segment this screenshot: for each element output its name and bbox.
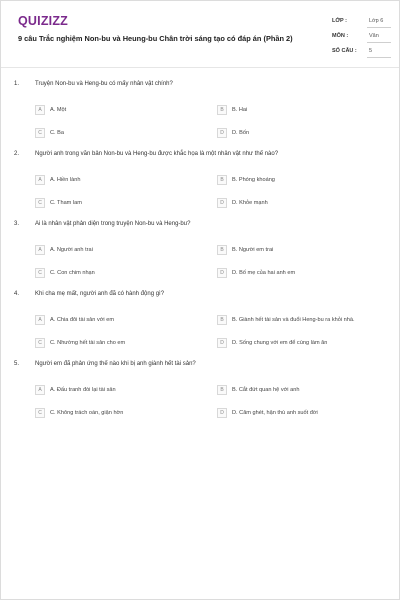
option-text: A. Hiền lành — [50, 177, 81, 183]
option-letter-box: B — [217, 385, 227, 395]
option-letter-box: D — [217, 128, 227, 138]
option-letter-box: C — [35, 268, 45, 278]
option-letter-box: C — [35, 338, 45, 348]
meta-row-subject — [332, 30, 390, 45]
meta-key-class: LỚP : — [332, 18, 347, 24]
option-letter-box: A — [35, 105, 45, 115]
meta-row-class — [332, 15, 390, 30]
option-letter-box: B — [217, 245, 227, 255]
option-text: B. Cắt đứt quan hệ với anh — [232, 387, 300, 393]
question-2 — [1, 151, 399, 217]
option-letter-box: D — [217, 198, 227, 208]
option-text: C. Nhường hết tài sản cho em — [50, 340, 126, 346]
option-letter-box: C — [35, 198, 45, 208]
header-divider — [1, 67, 399, 68]
question-number: 5. — [14, 361, 20, 367]
meta-key-count: SỐ CÂU : — [332, 48, 357, 54]
question-3 — [1, 221, 399, 287]
question-text: Truyện Non-bu và Heng-bu có mấy nhân vật chính? — [35, 81, 173, 87]
question-number: 4. — [14, 291, 20, 297]
meta-row-count — [332, 45, 390, 60]
question-text: Ai là nhân vật phản diện trong truyện Non-bu và Heng-bu? — [35, 221, 191, 227]
meta-value-count: 5 — [367, 46, 391, 58]
option-letter-box: A — [35, 175, 45, 185]
question-number: 1. — [14, 81, 20, 87]
option-text: A. Người anh trai — [50, 247, 93, 253]
option-letter-box: B — [217, 175, 227, 185]
question-number: 3. — [14, 221, 20, 227]
option-text: D. Khỏe mạnh — [232, 200, 268, 206]
option-letter-box: B — [217, 315, 227, 325]
option-letter-box: A — [35, 385, 45, 395]
option-text: C. Con chim nhạn — [50, 270, 95, 276]
option-text: A. Một — [50, 107, 67, 113]
question-text: Người anh trong văn bản Non-bu và Heng-bu được khắc họa là một nhân vật như thế nào? — [35, 151, 279, 157]
option-letter-box: A — [35, 245, 45, 255]
worksheet-title: 9 câu Trắc nghiệm Non-bu và Heung-bu Chân trời sáng tạo có đáp án (Phần 2) — [18, 34, 293, 43]
option-text: D. Sống chung với em để cùng làm ăn — [232, 340, 328, 346]
option-letter-box: D — [217, 338, 227, 348]
question-4 — [1, 291, 399, 357]
option-text: D. Bốn — [232, 130, 250, 136]
option-letter-box: D — [217, 268, 227, 278]
meta-value-subject: Văn — [367, 31, 391, 43]
option-text: A. Chia đôi tài sản với em — [50, 317, 114, 323]
worksheet-meta — [332, 15, 390, 60]
question-text: Người em đã phản ứng thế nào khi bị anh giành hết tài sản? — [35, 361, 196, 367]
question-text: Khi cha mẹ mất, người anh đã có hành động gì? — [35, 291, 165, 297]
option-text: C. Không trách oán, giận hờn — [50, 410, 124, 416]
meta-value-class: Lớp 6 — [367, 16, 391, 28]
question-5 — [1, 361, 399, 427]
option-text: D. Căm ghét, hận thù anh suốt đời — [232, 410, 318, 416]
question-1 — [1, 81, 399, 147]
option-letter-box: B — [217, 105, 227, 115]
option-text: D. Bố mẹ của hai anh em — [232, 270, 296, 276]
option-text: C. Ba — [50, 130, 64, 136]
option-text: B. Hai — [232, 107, 248, 113]
meta-key-subject: MÔN : — [332, 33, 349, 39]
option-text: B. Giành hết tài sản và đuổi Heng-bu ra khỏi nhà. — [232, 317, 355, 323]
option-letter-box: C — [35, 128, 45, 138]
option-text: C. Tham lam — [50, 200, 82, 206]
option-letter-box: A — [35, 315, 45, 325]
option-text: B. Người em trai — [232, 247, 274, 253]
option-letter-box: C — [35, 408, 45, 418]
question-number: 2. — [14, 151, 20, 157]
option-letter-box: D — [217, 408, 227, 418]
quizizz-logo: QUIZIZZ — [18, 14, 69, 28]
option-text: B. Phóng khoáng — [232, 177, 275, 183]
option-text: A. Đấu tranh đòi lại tài sản — [50, 387, 116, 393]
